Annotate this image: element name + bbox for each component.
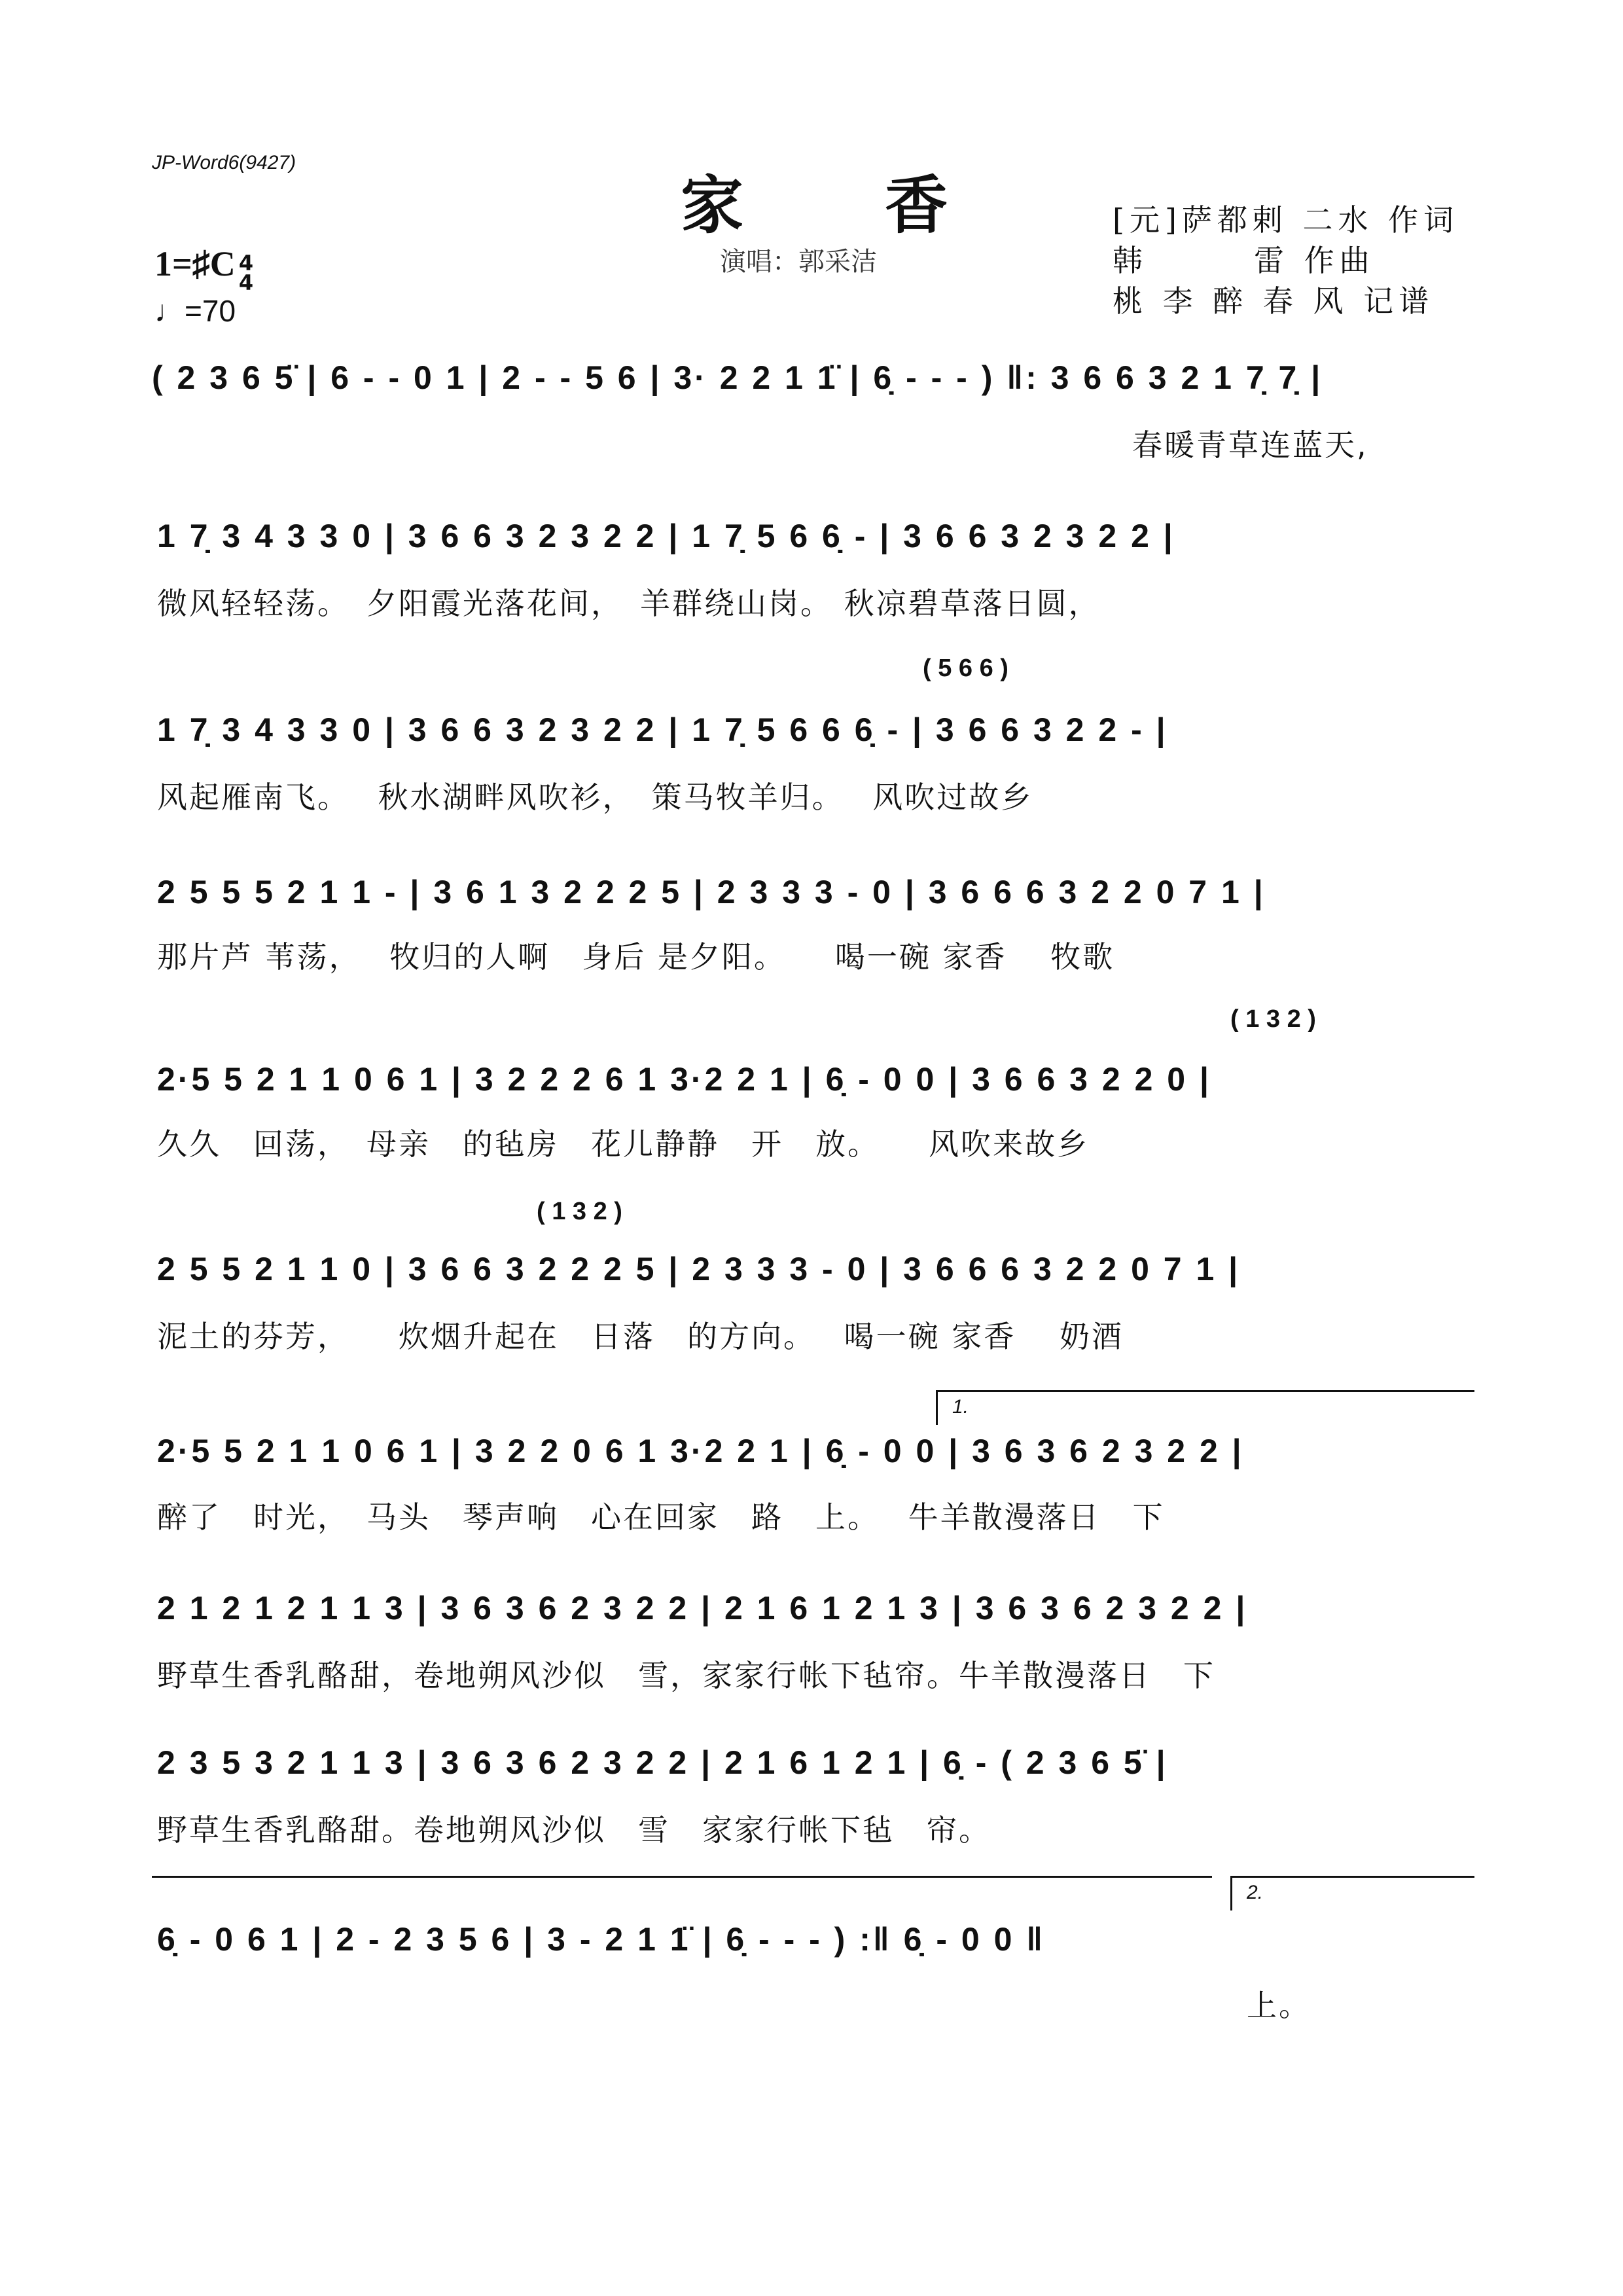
alternate-notes-line-6: ( 1 3 2 ) — [537, 1198, 622, 1225]
lyrics-line-3: 风起雁南飞。 秋水湖畔风吹衫， 策马牧羊归。 风吹过故乡 — [157, 780, 1033, 815]
notation-line-6: 2 5 5 2 1 1 0 | 3 6 6 3 2 2 2 5 | 2 3 3 3 - 0 | 3 6 6 6 3 2 2 0 7 1 | — [157, 1251, 1241, 1287]
lyricist-credit: [元]萨都剌 二水 作词 — [1113, 202, 1459, 238]
lyrics-line-1: 春暖青草连蓝天, — [1132, 427, 1368, 463]
notation-line-7: 2·5 5 2 1 1 0 6 1 | 3 2 2 0 6 1 3·2 2 1 | 6̣ - 0 0 | 3 6 3 6 2 3 2 2 | — [157, 1433, 1244, 1469]
lyrics-line-7: 醉了 时光， 马头 琴声响 心在回家 路 上。 牛羊散漫落日 下 — [157, 1499, 1165, 1535]
lyrics-line-2: 微风轻轻荡。 夕阳霞光落花间， 羊群绕山岗。 秋凉碧草落日圆， — [157, 586, 1101, 621]
lyrics-line-4: 那片芦 苇荡， 牧归的人啊 身后 是夕阳。 喝一碗 家香 牧歌 — [157, 939, 1115, 975]
tempo-marking: ♩=70 — [154, 294, 236, 328]
lyrics-line-6: 泥土的芬芳， 炊烟升起在 日落 的方向。 喝一碗 家香 奶酒 — [157, 1319, 1124, 1354]
time-numerator: 4 — [238, 250, 254, 276]
time-denominator: 4 — [238, 270, 254, 295]
notation-line-9: 2 3 5 3 2 1 1 3 | 3 6 3 6 2 3 2 2 | 2 1 6 1 2 1 | 6̣ - ( 2 3 6 5̈ | — [157, 1744, 1168, 1781]
key-signature — [154, 243, 253, 293]
lyrics-line-9: 野草生香乳酪甜。卷地朔风沙似 雪 家家行帐下毡 帘。 — [157, 1812, 991, 1848]
composer-credit: 韩 雷 作曲 — [1113, 243, 1375, 278]
alternate-notes-line-3: ( 5 6 6 ) — [923, 655, 1008, 682]
page-title: 家 香 — [681, 168, 987, 242]
notation-line-1: ( 2 3 6 5̈ | 6 - - 0 1 | 2 - - 5 6 | 3· 2 2 1 1̈ | 6̣ - - - ) ‖: 3 6 6 3 2 1 7̣ 7̣ | — [152, 359, 1323, 396]
notation-line-3: 1 7̣ 3 4 3 3 0 | 3 6 6 3 2 3 2 2 | 1 7̣ 5 6 6 6̣ - | 3 6 6 3 2 2 - | — [157, 711, 1168, 748]
singer-credit: 演唱：郭采洁 — [720, 247, 877, 277]
alternate-notes-line-5: ( 1 3 2 ) — [1230, 1005, 1316, 1033]
volta-first-label: 1. — [952, 1396, 969, 1418]
key-label: 1=♯C — [154, 244, 236, 283]
volta-second-label: 2. — [1247, 1882, 1264, 1903]
lyrics-line-5: 久久 回荡， 母亲 的毡房 花儿静静 开 放。 风吹来故乡 — [157, 1126, 1089, 1162]
notation-line-10: 6̣ - 0 6 1 | 2 - 2 3 5 6 | 3 - 2 1 1̈ | 6̣ - - - ) :‖ 6̣ - 0 0 ‖ — [157, 1921, 1046, 1958]
lyrics-line-8: 野草生香乳酪甜，卷地朔风沙似 雪，家家行帐下毡帘。牛羊散漫落日 下 — [157, 1658, 1215, 1693]
time-signature — [238, 250, 254, 295]
notation-line-4: 2 5 5 5 2 1 1 - | 3 6 1 3 2 2 2 5 | 2 3 3 3 - 0 | 3 6 6 6 3 2 2 0 7 1 | — [157, 874, 1266, 910]
notation-line-2: 1 7̣ 3 4 3 3 0 | 3 6 6 3 2 3 2 2 | 1 7̣ 5 6 6̣ - | 3 6 6 3 2 3 2 2 | — [157, 518, 1175, 554]
lyrics-line-10: 上。 — [1247, 1988, 1311, 2023]
repeat-bracket-line — [152, 1876, 1212, 1878]
notation-line-8: 2 1 2 1 2 1 1 3 | 3 6 3 6 2 3 2 2 | 2 1 6 1 2 1 3 | 3 6 3 6 2 3 2 2 | — [157, 1590, 1248, 1626]
software-watermark: JP-Word6(9427) — [152, 152, 296, 173]
notation-line-5: 2·5 5 2 1 1 0 6 1 | 3 2 2 2 6 1 3·2 2 1 | 6̣ - 0 0 | 3 6 6 3 2 2 0 | — [157, 1061, 1211, 1098]
transcriber-credit: 桃 李 醉 春 风 记谱 — [1113, 283, 1435, 319]
volta-first-ending — [936, 1390, 1474, 1425]
volta-second-ending — [1230, 1876, 1474, 1910]
